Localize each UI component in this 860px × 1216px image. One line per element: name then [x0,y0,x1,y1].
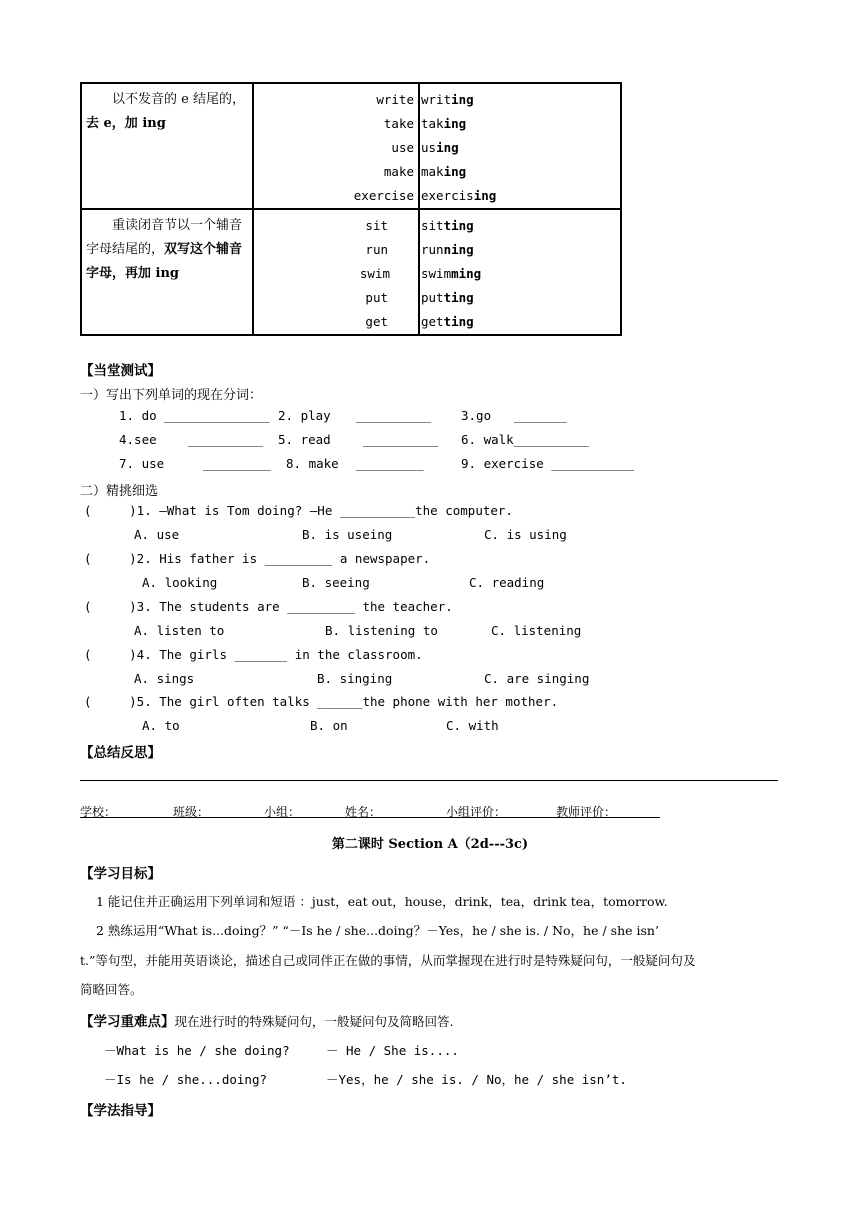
option-a: A. looking [142,575,218,590]
option-b: B. is useing [302,527,393,542]
exercise-item: 3.go [461,408,492,423]
test-heading: 【当堂测试】 [80,363,161,379]
exercise-item: 7. use [119,456,165,471]
ing-form: running [421,242,474,257]
exercise-blank: __________ [356,408,432,423]
rule-emphasis: 双写这个辅音字母，再加 ing [86,242,243,281]
ing-form: writing [421,92,474,107]
exercise-item: 4.see [119,432,157,447]
goal-2: 2 熟练运用“What is...doing？” “－Is he / she...doing？－Yes，he / she is. / No，he / she isn’ [96,923,659,938]
table-row [81,83,621,209]
exercise-blank: __________ [188,432,264,447]
exercise-item: 1. do ______________ [119,408,270,423]
base-word-cell [253,209,419,335]
goal-2-cont: t.”等句型，并能用英语谈论，描述自己或同伴正在做的事情，从而掌握现在进行时是特殊疑问句，一般疑问句及 [80,953,696,968]
base-word: exercise [353,188,414,203]
option-c: C. reading [469,575,545,590]
option-c: C. with [446,718,499,733]
group-label: 小组： [264,805,301,819]
ing-form: using [421,140,459,155]
option-b: B. singing [317,671,393,686]
ing-form: sitting [421,218,474,233]
method-heading: 【学法指导】 [80,1103,161,1119]
base-word: make [383,164,414,179]
ing-form: exercising [421,188,497,203]
question-5: ( )5. The girl often talks ______the phone with her mother. [84,694,559,709]
part2-title: 二）精挑细选 [80,484,159,499]
base-word: write [376,92,414,107]
pattern-question-2: －Is he / she...doing? [104,1072,268,1087]
base-word: get [365,314,388,329]
rule-cell [81,209,253,335]
ing-form: making [421,164,467,179]
rule-emphasis: 去 e，加 ing [86,116,166,131]
exercise-item: 9. exercise ___________ [461,456,635,471]
exercise-item: 8. make [286,456,339,471]
exercise-blank: _________ [203,456,271,471]
goal-1: 1 能记住并正确运用下列单词和短语 ：just，eat out，house，drink，tea，drink tea，tomorrow. [96,894,668,909]
base-word: swim [359,266,390,281]
option-b: B. on [310,718,348,733]
exercise-blank: _______ [514,408,567,423]
exercise-item: 5. read [278,432,331,447]
school-label: 学校： [80,805,117,819]
name-label: 姓名： [345,805,382,819]
base-word: take [383,116,414,131]
option-c: C. listening [491,623,582,638]
rule-text: 以不发音的 e 结尾的， [112,92,245,107]
teacher-eval-label: 教师评价： [556,805,617,819]
rule-text: 重读闭音节以一个辅音字母结尾的， [86,218,243,257]
ing-form: taking [421,116,467,131]
pattern-answer-2: －Yes，he / she is. / No，he / she isn’t. [326,1072,627,1087]
base-word: use [391,140,414,155]
divider [80,780,778,781]
option-b: B. listening to [325,623,438,638]
option-c: C. is using [484,527,567,542]
base-word-cell [253,83,419,209]
option-c: C. are singing [484,671,590,686]
part1-title: 一）写出下列单词的现在分词： [80,388,263,403]
option-b: B. seeing [302,575,370,590]
option-a: A. sings [134,671,195,686]
exercise-blank: __________ [363,432,439,447]
key-text: 现在进行时的特殊疑问句，一般疑问句及简略回答. [174,1014,454,1029]
base-word: run [365,242,388,257]
goals-heading: 【学习目标】 [80,866,161,882]
question-2: ( )2. His father is _________ a newspaper. [84,551,431,566]
option-a: A. to [142,718,180,733]
ing-form-cell [419,83,621,209]
question-1: ( )1. —What is Tom doing? —He __________the computer. [84,503,513,518]
base-word: sit [365,218,388,233]
exercise-item: 2. play [278,408,331,423]
option-a: A. listen to [134,623,225,638]
exercise-item: 6. walk__________ [461,432,589,447]
table-row [81,209,621,335]
goal-2-end: 简略回答。 [80,982,143,997]
summary-heading: 【总结反思】 [80,745,161,761]
ing-form-cell [419,209,621,335]
ing-form: putting [421,290,474,305]
question-3: ( )3. The students are _________ the teacher. [84,599,453,614]
ing-rules-table [80,82,622,336]
ing-form: swimming [421,266,482,281]
pattern-question-1: －What is he / she doing? [104,1043,290,1058]
key-heading: 【学习重难点】 [80,1014,175,1030]
key-points [80,1010,453,1030]
group-eval-label: 小组评价： [446,805,507,819]
base-word: put [365,290,388,305]
rule-cell [81,83,253,209]
lesson-title: 第二课时 Section A（2d---3c) [331,837,529,852]
option-a: A. use [134,527,180,542]
question-4: ( )4. The girls _______ in the classroom. [84,647,423,662]
class-label: 班级： [173,805,210,819]
exercise-blank: _________ [356,456,424,471]
ing-form: getting [421,314,474,329]
pattern-answer-1: － He / She is.... [326,1043,459,1058]
